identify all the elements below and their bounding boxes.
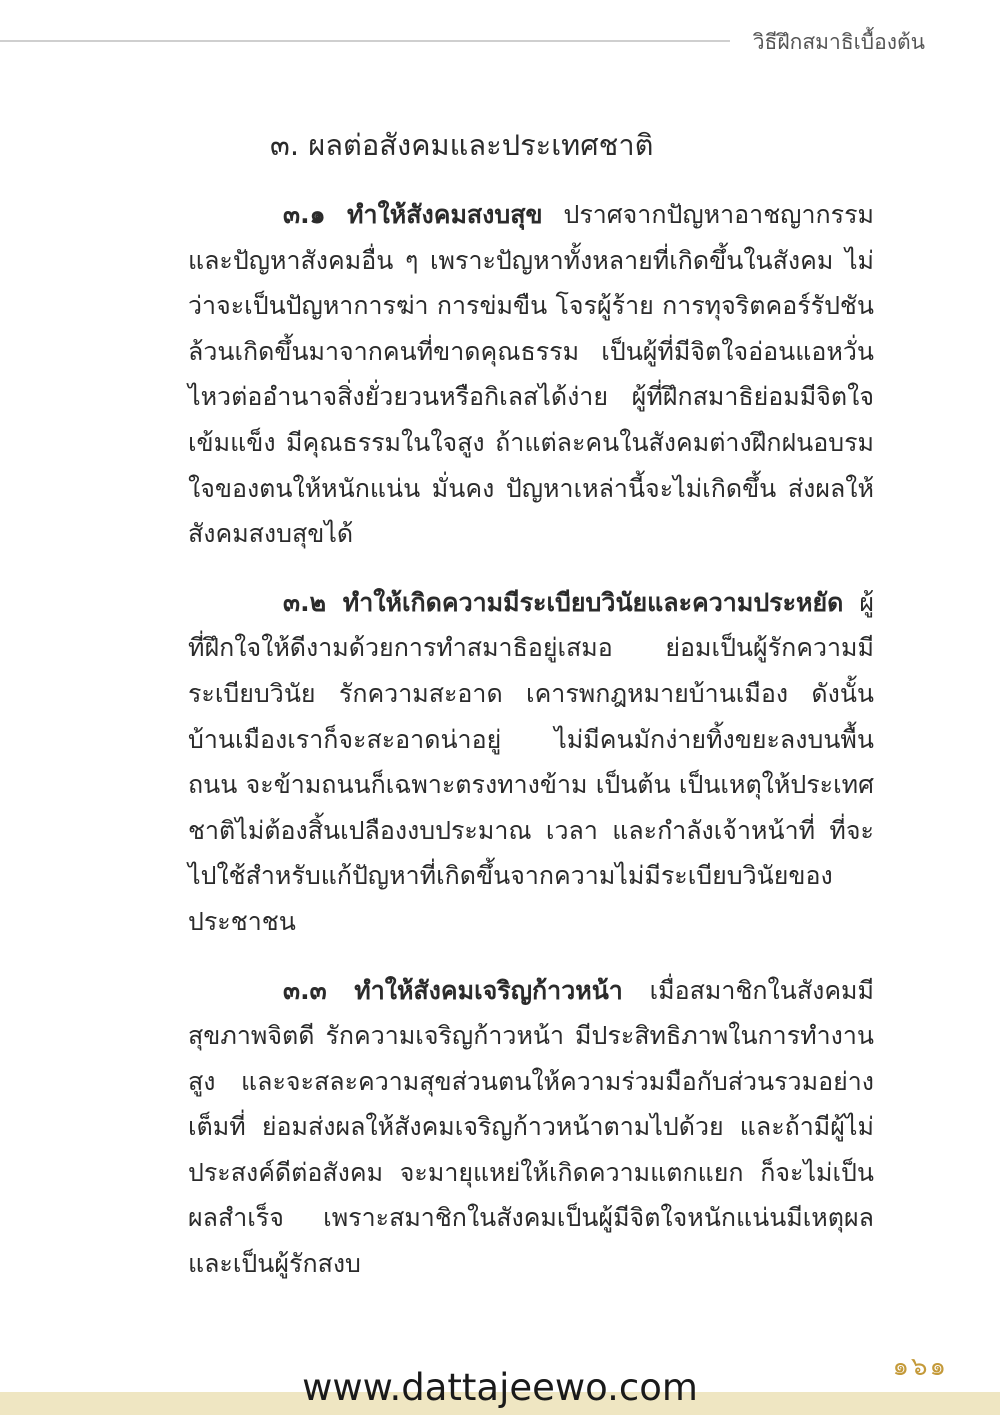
paragraph-lead: ๓.๓ ทำให้สังคมเจริญก้าวหน้า bbox=[283, 975, 623, 1005]
header-rule bbox=[0, 40, 730, 42]
section-heading: ๓. ผลต่อสังคมและประเทศชาติ bbox=[270, 128, 654, 162]
paragraph-body: ปราศจากปัญหาอาชญากรรมและปัญหาสังคมอื่น ๆ เพราะปัญหาทั้งหลายที่เกิดขึ้นในสังคม ไม่ว่าจะเป็นปัญหาการฆ่า การข่มขืน โจรผู้ร้าย การทุจริตคอร์รัปชัน ล้วนเกิดขึ้นมาจากคนที่ขาดคุณธรรม เป็นผู้ที่มีจิตใจอ่อนแอหวั่นไหวต่ออำนาจสิ่งยั่วยวนหรือกิเลสได้ง่าย ผู้ที่ฝึกสมาธิย่อมมีจิตใจเข้มแข็ง มีคุณธรรมในใจสูง ถ้าแต่ละคนในสังคมต่างฝึกฝนอบรมใจของตนให้หนักแน่น มั่นคง ปัญหาเหล่านี้จะไม่เกิดขึ้น ส่งผลให้สังคมสงบสุขได้ bbox=[188, 200, 874, 549]
paragraph-lead: ๓.๒ ทำให้เกิดความมีระเบียบวินัยและความประหยัด bbox=[283, 587, 844, 617]
paragraph-body: ผู้ที่ฝึกใจให้ดีงามด้วยการทำสมาธิอยู่เสมอ ย่อมเป็นผู้รักความมีระเบียบวินัย รักความสะอาด เคารพกฎหมายบ้านเมือง ดังนั้นบ้านเมืองเราก็จะสะอาดน่าอยู่ ไม่มีคนมักง่ายทิ้งขยะลงบนพื้นถนน จะข้ามถนนก็เฉพาะตรงทางข้าม เป็นต้น เป็นเหตุให้ประเทศชาติไม่ต้องสิ้นเปลืองงบประมาณ เวลา และกำลังเจ้าหน้าที่ ที่จะไปใช้สำหรับแก้ปัญหาที่เกิดขึ้นจากความไม่มีระเบียบวินัยของประชาชน bbox=[188, 587, 874, 936]
paragraph-3-3 bbox=[188, 968, 874, 1287]
running-header-title: วิธีฝึกสมาธิเบื้องต้น bbox=[752, 30, 925, 54]
page-number: ๑๖๑ bbox=[892, 1352, 948, 1382]
page-content bbox=[188, 120, 874, 1310]
paragraph-body: เมื่อสมาชิกในสังคมมีสุขภาพจิตดี รักความเจริญก้าวหน้า มีประสิทธิภาพในการทำงานสูง และจะสละความสุขส่วนตนให้ความร่วมมือกับส่วนรวมอย่างเต็มที่ ย่อมส่งผลให้สังคมเจริญก้าวหน้าตามไปด้วย และถ้ามีผู้ไม่ประสงค์ดีต่อสังคม จะมายุแหย่ให้เกิดความแตกแยก ก็จะไม่เป็นผลสำเร็จ เพราะสมาชิกในสังคมเป็นผู้มีจิตใจหนักแน่นมีเหตุผล และเป็นผู้รักสงบ bbox=[188, 975, 874, 1279]
website-watermark: www.dattajeewo.com bbox=[302, 1366, 698, 1409]
paragraph-3-2 bbox=[188, 580, 874, 945]
paragraph-3-1 bbox=[188, 192, 874, 557]
paragraph-lead: ๓.๑ ทำให้สังคมสงบสุข bbox=[283, 200, 543, 229]
